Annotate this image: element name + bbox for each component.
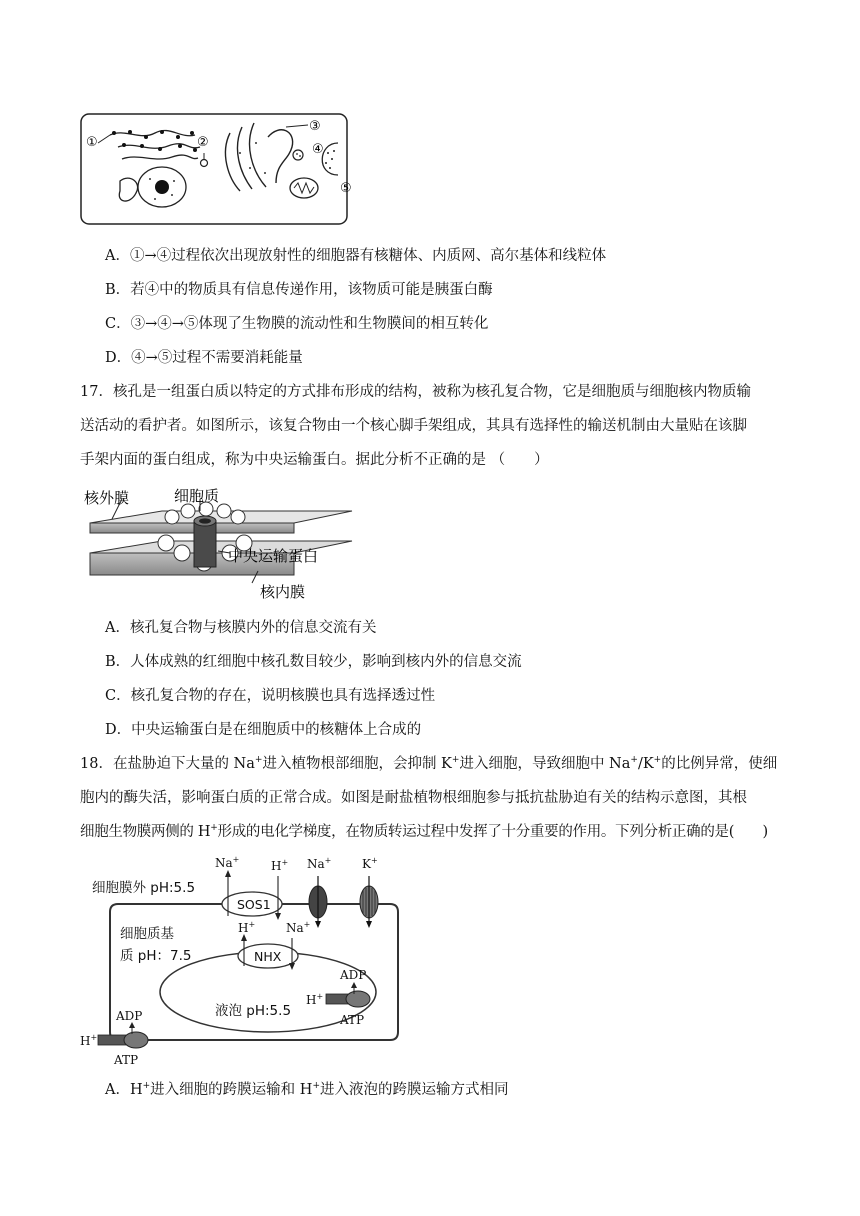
svg-text:H+ [238, 920, 255, 935]
svg-text:H+ [271, 858, 288, 873]
q16-option-c: C．③→④→⑤体现了生物膜的流动性和生物膜间的相互转化 [105, 316, 489, 332]
atp-label: ATP [340, 1013, 365, 1027]
superscript-plus: + [248, 920, 256, 929]
k-ion-label: K [362, 857, 371, 871]
q18-option-text: A．H [105, 1082, 143, 1098]
q17-stem-line-1: 17．核孔是一组蛋白质以特定的方式排布形成的结构，被称为核孔复合物，它是细胞质与细胞核内物质输 [80, 384, 751, 400]
superscript-plus: + [210, 823, 218, 834]
inner-membrane-label: 核内膜 [260, 583, 306, 601]
outer-membrane-label: 核外膜 [84, 489, 130, 507]
superscript-plus: + [630, 755, 638, 766]
nuclear-pore-figure [82, 483, 362, 605]
h-ion-label: H [306, 993, 317, 1007]
superscript-plus: + [370, 856, 378, 865]
na-ion-label: Na [215, 856, 233, 870]
superscript-plus: + [653, 755, 662, 766]
q17-option-b: B．人体成熟的红细胞中核孔数目较少，影响到核内外的信息交流 [105, 654, 522, 670]
q18-stem-text: 18．在盐胁迫下大量的 Na [80, 756, 255, 772]
q18-stem-text: 细胞生物膜两侧的 H [80, 824, 211, 840]
q17-option-a: A．核孔复合物与核膜内外的信息交流有关 [105, 620, 377, 636]
atp-label: ATP [114, 1053, 139, 1067]
figure-label-2: ② [197, 135, 209, 150]
svg-text:Na+ [215, 855, 239, 870]
svg-text:H+ [80, 1033, 97, 1048]
cytoplasm-ph-label-line1: 细胞质基 [120, 926, 174, 942]
salt-stress-transport-figure [78, 852, 408, 1072]
h-ion-label: H [238, 921, 249, 935]
superscript-plus: + [281, 858, 289, 867]
q18-option-a [105, 1080, 508, 1100]
figure-label-1: ① [86, 135, 98, 150]
q18-stem-text: 进入植物根部细胞，会抑制 K [262, 756, 452, 772]
superscript-plus: + [303, 920, 311, 929]
nhx-label: NHX [254, 949, 282, 964]
na-ion-label: Na [307, 857, 325, 871]
svg-text:Na+ [286, 920, 310, 935]
adp-label: ADP [340, 968, 367, 982]
superscript-plus: + [90, 1033, 98, 1042]
na-ion-label: Na [286, 921, 304, 935]
secretory-pathway-figure [80, 113, 352, 225]
figure-label-4: ④ [312, 142, 324, 157]
svg-text:H+ [306, 992, 323, 1007]
q17-option-c: C．核孔复合物的存在，说明核膜也具有选择透过性 [105, 688, 436, 704]
q18-option-text: 进入液泡的跨膜运输方式相同 [319, 1082, 509, 1098]
outside-ph-label: 细胞膜外 pH:5.5 [92, 880, 196, 896]
sos1-label: SOS1 [237, 897, 271, 912]
superscript-plus: + [232, 855, 240, 864]
figure-label-3: ③ [309, 119, 321, 134]
figure-label-5: ⑤ [340, 181, 352, 196]
superscript-plus: + [451, 755, 460, 766]
q16-option-b: B．若④中的物质具有信息传递作用，该物质可能是胰蛋白酶 [105, 282, 493, 298]
superscript-plus: + [254, 755, 263, 766]
q18-option-text: 进入细胞的跨膜运输和 H [150, 1082, 313, 1098]
q18-stem-line-2: 胞内的酶失活，影响蛋白质的正常合成。如图是耐盐植物根细胞参与抵抗盐胁迫有关的结构示意图，其根 [80, 790, 747, 806]
vacuole-ph-label: 液泡 pH:5.5 [215, 1003, 292, 1019]
svg-text:Na+ [307, 856, 331, 871]
adp-label: ADP [116, 1009, 143, 1023]
cytoplasm-label: 细胞质 [174, 487, 220, 505]
superscript-plus: + [316, 992, 324, 1001]
q18-stem-text: 的比例异常，使细 [661, 756, 778, 772]
superscript-plus: + [324, 856, 332, 865]
q16-option-a: A．①→④过程依次出现放射性的细胞器有核糖体、内质网、高尔基体和线粒体 [105, 248, 607, 264]
q18-stem-text: 进入细胞，导致细胞中 Na [459, 756, 631, 772]
q17-option-d: D．中央运输蛋白是在细胞质中的核糖体上合成的 [105, 722, 422, 738]
q18-stem-line-3 [80, 822, 768, 842]
svg-text:K+ [362, 856, 378, 871]
q18-stem-line-1 [80, 754, 777, 774]
q16-option-d: D．④→⑤过程不需要消耗能量 [105, 350, 303, 366]
h-ion-label: H [271, 859, 282, 873]
superscript-plus: + [142, 1081, 151, 1092]
q17-stem-line-3: 手架内面的蛋白组成，称为中央运输蛋白。据此分析不正确的是 （ ） [80, 452, 549, 468]
cytoplasm-ph-label-line2: 质 pH：7.5 [120, 948, 192, 964]
q18-stem-text: /K [637, 756, 654, 772]
q18-stem-text: 形成的电化学梯度，在物质转运过程中发挥了十分重要的作用。下列分析正确的是( ) [217, 824, 768, 840]
h-ion-label: H [80, 1034, 91, 1048]
q17-stem-line-2: 送活动的看护者。如图所示，该复合物由一个核心脚手架组成，其具有选择性的输送机制由大量贴在该脚 [80, 418, 747, 434]
central-transport-protein-label: 中央运输蛋白 [228, 547, 319, 565]
superscript-plus: + [312, 1081, 320, 1092]
